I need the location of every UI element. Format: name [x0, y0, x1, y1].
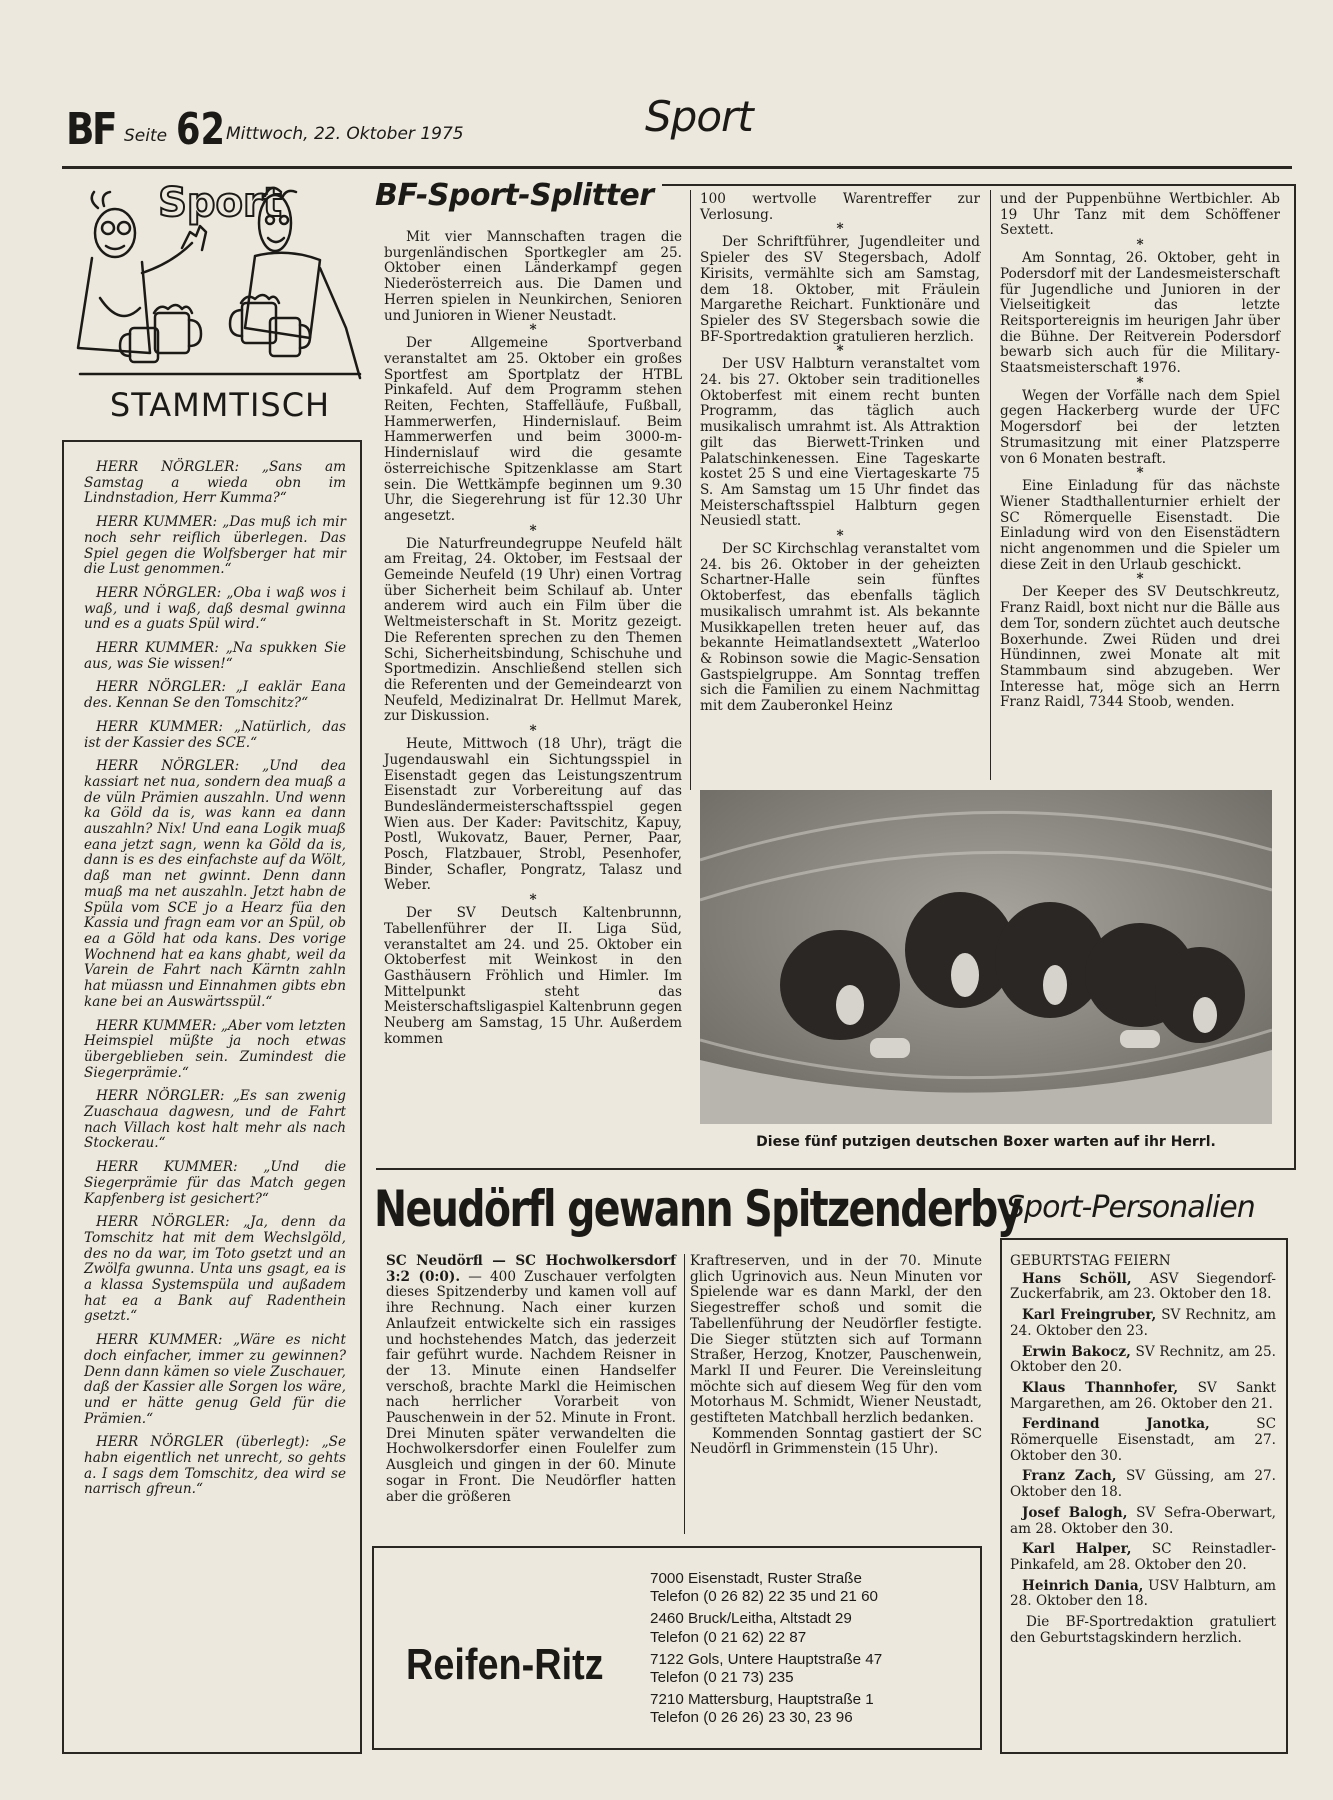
birthday-entry	[1010, 1345, 1276, 1376]
column-rule	[990, 190, 991, 780]
branch-phone: Telefon (0 21 62) 22 87	[650, 1628, 807, 1646]
branch-address: 7210 Mattersburg, Hauptstraße 1	[650, 1691, 874, 1709]
news-item: Am Sonntag, 26. Oktober, geht in Podersdorf mit der Landesmeisterschaft für Jugendliche und Junioren in der Vielseitigkeit das letzte Reitsportereignis im heurigen Jahr über die Bühne. Der Reitverein Podersdorf bewarb sich auch für die Military-Staatsmeisterschaft 1976.	[1000, 250, 1280, 377]
stammtisch-dialog	[84, 460, 346, 1506]
birthday-entry	[1010, 1272, 1276, 1303]
stammtisch-cartoon	[70, 178, 370, 428]
ad-branch	[650, 1570, 968, 1606]
birthday-detail: SC Römerquelle Eisenstadt, am 27. Oktober den 30.	[1010, 1416, 1276, 1464]
person-name: Heinrich Dania,	[1022, 1577, 1144, 1594]
birthday-entry	[1010, 1308, 1276, 1339]
dialog-line: HERR NÖRGLER: „Es san zwenig Zuaschaua dagwesn, und de Fahrt nach Villach kost halt mehr als nach Stockerau.“	[84, 1088, 346, 1152]
dialog-line: HERR KUMMER: „Und die Siegerprämie für das Match gegen Kapfenberg ist gesichert?“	[84, 1159, 346, 1207]
dialog-line: HERR NÖRGLER: „I eaklär Eana des. Kennan Se den Tomschitz?“	[84, 679, 346, 712]
news-item: 100 wertvolle Warentreffer zur Verlosung.	[700, 191, 980, 223]
stammtisch-logo-top: Sport	[158, 180, 282, 226]
person-name: Hans Schöll,	[1022, 1270, 1132, 1287]
advertiser-addresses	[650, 1570, 968, 1732]
news-item: Der SV Deutsch Kaltenbrunnn, Tabellenführer der II. Liga Süd, veranstaltet am 24. und 25. Oktober ein Oktoberfest mit Weinkost in den Gasthäusern Fröhlich und Himler. Im Mittelpunkt steht das Meisterschaftsligaspiel Kaltenbrunn gegen Neuberg am Samstag, 15 Uhr. Außerdem kommen	[384, 905, 682, 1047]
newspaper-logo: BF	[66, 104, 115, 155]
splitter-column-1	[384, 230, 682, 1047]
birthday-entry	[1010, 1417, 1276, 1464]
birthday-detail: SV Rechnitz, am 24. Oktober den 23.	[1010, 1307, 1277, 1339]
ad-branch	[650, 1691, 968, 1727]
article-body: — 400 Zuschauer verfolgten dieses Spitzenderby und kamen voll auf ihre Rechnung. Nach einer kurzen Anlaufzeit entwickelte sich ein rassiges und hochstehendes Match, das jederzeit fair geführt wurde. Nachdem Reisner in der 13. Minute einen Handselfer verschoß, brachte Markl die Heimischen nach herrlicher Vorarbeit von Pauschenwein in der 52. Minute in Front. Drei Minuten später verwandelten die Hochwolkersdorfer einen Foulelfer zum Ausgleich und gingen in der 60. Minute sogar in Front. Die Neudörfler hatten aber die größeren	[386, 1268, 677, 1505]
person-name: Josef Balogh,	[1022, 1504, 1128, 1521]
photo-caption: Diese fünf putzigen deutschen Boxer warten auf ihr Herrl.	[756, 1134, 1216, 1150]
separator-star: *	[529, 892, 537, 909]
ad-branch	[650, 1651, 968, 1687]
person-name: Karl Halper,	[1022, 1541, 1132, 1558]
branch-address: 7000 Eisenstadt, Ruster Straße	[650, 1570, 862, 1587]
person-name: Erwin Bakocz,	[1022, 1343, 1131, 1360]
separator-star: *	[529, 723, 537, 740]
separator-star: *	[1136, 237, 1144, 254]
stammtisch-logo-bottom: STAMMTISCH	[109, 386, 331, 424]
branch-phone: Telefon (0 26 82) 22 35 und 21 60	[650, 1588, 878, 1606]
separator-star: *	[529, 522, 537, 539]
separator-star: *	[529, 322, 537, 339]
personalien-closing: Die BF-Sportredaktion gratuliert den Geburtstagskindern herzlich.	[1010, 1614, 1276, 1646]
article-headline: Neudörfl gewann Spitzenderby	[374, 1180, 1021, 1238]
birthday-detail: SC Reinstadler-Pinkafeld, am 28. Oktober den 20.	[1010, 1541, 1276, 1573]
birthday-detail: SV Sankt Margarethen, am 26. Oktober den 21.	[1010, 1379, 1277, 1412]
birthday-entry	[1010, 1469, 1276, 1500]
birthday-entry	[1010, 1381, 1276, 1412]
birthday-entry	[1010, 1506, 1276, 1537]
ad-branch	[650, 1610, 968, 1646]
personalien-heading: GEBURTSTAG FEIERN	[1010, 1253, 1171, 1269]
birthday-detail: SV Sefra-Oberwart, am 28. Oktober den 30.	[1010, 1504, 1276, 1537]
news-item: Wegen der Vorfälle nach dem Spiel gegen Hackerberg wurde der UFC Mogersdorf bei der letzten Strumasitzung mit einer Platzsperre von 6 Monaten bestraft.	[1000, 387, 1280, 467]
article-body: Kommenden Sonntag gastiert der SC Neudörfl in Grimmenstein (15 Uhr).	[690, 1425, 982, 1458]
person-name: Ferdinand Janotka,	[1022, 1416, 1210, 1433]
person-name: Karl Freingruber,	[1022, 1307, 1157, 1324]
news-item: Heute, Mittwoch (18 Uhr), trägt die Jugendauswahl ein Sichtungsspiel in Eisenstadt gegen das Leistungszentrum Eisenstadt zur Vorbereitung auf das Bundesländermeisterschaftsspiel gegen Wien aus. Der Kader: Pavitschitz, Kapuy, Postl, Wukovatz, Bauer, Perner, Paar, Posch, Flatzbauer, Strobl, Pesenhofer, Binder, Schafler, Pongratz, Talasz und Weber.	[384, 736, 682, 894]
splitter-column-2	[700, 192, 980, 715]
dialog-line: HERR KUMMER: „Natürlich, das ist der Kassier des SCE.“	[84, 718, 346, 751]
separator-star: *	[1136, 374, 1144, 391]
birthday-entry	[1010, 1579, 1276, 1610]
page-label: Seite	[124, 126, 168, 146]
branch-address: 2460 Bruck/Leitha, Altstadt 29	[650, 1610, 852, 1628]
article-column-1	[386, 1254, 676, 1505]
separator-star: *	[1136, 571, 1144, 588]
separator-star: *	[836, 343, 844, 360]
news-item: Der Schriftführer, Jugendleiter und Spieler des SV Stegersbach, Adolf Kirisits, vermählte sich am Samstag, dem 18. Oktober, mit Fräulein Margarethe Reichart. Funktionäre und Spieler des SV Stegersbach sowie die BF-Sportredaktion gratulieren herzlich.	[700, 234, 980, 345]
dialog-line: HERR KUMMER: „Wäre es nicht doch einfacher, immer zu gewinnen? Denn dann kämen so viele Zuschauer, daß der Kassier alle Sorgen los wäre, und er hätte genug Geld für die Prämien.“	[84, 1332, 346, 1427]
personalien-title: Sport-Personalien	[1006, 1190, 1255, 1225]
dialog-line: HERR KUMMER: „Das muß ich mir noch sehr reiflich überlegen. Das Spiel gegen die Wolfsberger hat mir die Lust genommen.“	[84, 514, 346, 578]
column-rule	[690, 190, 691, 790]
boxer-puppies-photo	[700, 790, 1272, 1124]
separator-star: *	[836, 528, 844, 545]
personalien-list	[1010, 1254, 1276, 1651]
branch-phone: Telefon (0 26 26) 23 30, 23 96	[650, 1709, 853, 1727]
birthday-detail: SV Rechnitz, am 25. Oktober den 20.	[1010, 1343, 1276, 1376]
news-item: Eine Einladung für das nächste Wiener Stadthallenturnier erhielt der SC Römerquelle Eisenstadt. Die Einladung wird von den Eisenstädtern nicht angenommen und die Spieler um diese Zeit in den Urlaub geschickt.	[1000, 478, 1280, 573]
news-item: Der SC Kirchschlag veranstaltet vom 24. bis 26. Oktober in der geheizten Schartner-Halle sein fünftes Oktoberfest, das ebenfalls täglich musikalisch umrahmt ist. Als bekannte Musikkapellen treten heuer auf, das bekannte Heimatlandsextett „Waterloo & Robinson sowie die Magic-Sensation Gastspielgruppe. Am Sonntag treffen sich die Familien zu einem Nachmittag mit dem Zauberonkel Heinz	[700, 541, 980, 715]
splitter-column-3	[1000, 192, 1280, 711]
birthday-detail: ASV Siegendorf-Zuckerfabrik, am 23. Oktober den 18.	[1010, 1270, 1276, 1303]
advertiser-name: Reifen-Ritz	[406, 1640, 604, 1689]
birthday-detail: USV Halbturn, am 28. Oktober den 18.	[1010, 1577, 1276, 1610]
news-item: Die Naturfreundegruppe Neufeld hält am Freitag, 24. Oktober, im Festsaal der Gemeinde Neufeld (19 Uhr) einen Vortrag über Sicherheit beim Schilauf ab. Unter anderem wird auch ein Film über die Weltmeisterschaft in St. Moritz gezeigt. Die Referenten sprechen zu den Themen Schi, Sicherheitsbindung, Schischuhe und Sportmedizin. Anschließend stellen sich die Referenten und der Gemeindearzt von Neufeld, Medizinalrat Dr. Hellmut Marek, zur Diskussion.	[384, 535, 682, 725]
news-item: Der USV Halbturn veranstaltet vom 24. bis 27. Oktober sein traditionelles Oktoberfest mit einem recht bunten Programm, das täglich auch musikalisch umrahmt ist. Als Attraktion gilt das Bierwett-Trinken und Palatschinkenessen. Eine Tageskarte kostet 25 S und eine Viertageskarte 75 S. Am Samstag um 15 Uhr findet das Meisterschaftsspiel Halbturn gegen Neusiedl statt.	[700, 356, 980, 530]
separator-star: *	[1136, 465, 1144, 482]
news-item: Mit vier Mannschaften tragen die burgenländischen Sportkegler am 25. Oktober einen Länderkampf gegen Niederösterreich aus. Die Damen und Herren spielen in Neunkirchen, Senioren und Junioren in Wiener Neustadt.	[384, 229, 682, 324]
news-item: Der Keeper des SV Deutschkreutz, Franz Raidl, boxt nicht nur die Bälle aus dem Tor, sondern züchtet auch deutsche Boxerhunde. Zwei Rüden und drei Hündinnen, zwei Monate alt mit Stammbaum sind abzugeben. Wer Interesse hat, möge sich an Herrn Franz Raidl, 7344 Stoob, wenden.	[1000, 584, 1280, 711]
news-item: Der Allgemeine Sportverband veranstaltet am 25. Oktober ein großes Sportfest am Sportplatz der HTBL Pinkafeld. Auf dem Programm stehen Reiten, Fechten, Staffelläufe, Fußball, Hammerwerfen, Hindernislauf. Beim Hammerwerfen und beim 3000-m-Hindernislauf wird die gesamte österreichische Spitzenklasse am Start sein. Die Wettkämpfe beginnen um 9.30 Uhr, die Siegerehrung ist für 12.30 Uhr angesetzt.	[384, 335, 682, 524]
dialog-line: HERR KUMMER: „Na spukken Sie aus, was Sie wissen!“	[84, 640, 346, 672]
page-number: 62	[176, 104, 225, 155]
person-name: Franz Zach,	[1022, 1468, 1117, 1485]
separator-star: *	[836, 221, 844, 238]
branch-phone: Telefon (0 21 73) 235	[650, 1669, 794, 1687]
article-body: Kraftreserven, und in der 70. Minute glich Ugrinovich aus. Neun Minuten vor Spielende war es dann Markl, der den Siegestreffer schoß und somit die Tabellenführung der Neudörfler festigte. Die Sieger stützten sich auf Tormann Straßer, Herzog, Knotzer, Pauschenwein, Markl II und Feurer. Die Vereinsleitung möchte sich auf diesem Weg für den vom Motorhaus M. Schmidt, Wiener Neustadt, gestifteten Matchball herzlich bedanken.	[690, 1253, 982, 1427]
article-lead: SC Neudörfl — SC Hochwolkersdorf 3:2 (0:0).	[386, 1253, 676, 1285]
section-title: Sport	[645, 92, 753, 141]
column-rule	[684, 1254, 685, 1534]
dialog-line: HERR NÖRGLER: „Ja, denn da Tomschitz hat mit dem Wechslgöld, des no da war, im Toto gsetzt und an Zwölfa gwunna. Unta uns gsagt, ea is a klassa Systemspüla und außadem hat ea a Bank auf Radenthein gsetzt.“	[84, 1214, 346, 1325]
dialog-line: HERR NÖRGLER (überlegt): „Se habn eigentlich net unrecht, so gehts a. I sags dem Tomschitz, dea wird se narrisch gfreun.“	[84, 1434, 346, 1498]
news-item: und der Puppenbühne Wertbichler. Ab 19 Uhr Tanz mit dem Schöffener Sextett.	[1000, 191, 1280, 239]
dialog-line: HERR NÖRGLER: „Oba i waß wos i waß, und i waß, daß desmal gwinna und es a guats Spül wird.“	[84, 584, 346, 633]
birthday-entry	[1010, 1542, 1276, 1573]
dialog-line: HERR NÖRGLER: „Sans am Samstag a wieda obn im Lindnstadion, Herr Kumma?“	[84, 459, 346, 507]
person-name: Klaus Thannhofer,	[1022, 1379, 1179, 1396]
branch-address: 7122 Gols, Untere Hauptstraße 47	[650, 1650, 883, 1668]
splitter-title: BF-Sport-Splitter	[375, 178, 662, 213]
dialog-line: HERR NÖRGLER: „Und dea kassiart net nua, sondern dea muaß a de vüln Prämien auszahln. Und wenn ka Göld da is, was kann ea dann auszahln? Nix! Und eana Logik muaß eana jetzt sagn, wenn ka Göld da is, dann is es des einfachste auf da Wölt, daß man net gwinnt. Denn dann muaß ma net auszahln. Jetzt habn de Spüla vom SCE jo a Hearz füa den Kassia und fragn eam vor an Spül, ob ea a Göld hat oda kans. Des vorige Wochnend hat ea kans ghabt, weil da Varein de Fahrt nach Kärntn zahln hat müassn und Einnahmen gibts ebn kane bei an Auswärtsspül.“	[84, 758, 346, 1010]
article-column-2	[690, 1254, 982, 1458]
header-rule	[62, 166, 1292, 169]
birthday-detail: SV Güssing, am 27. Oktober den 18.	[1010, 1468, 1276, 1501]
dialog-line: HERR KUMMER: „Aber vom letzten Heimspiel müßte ja noch etwas übergeblieben sein. Zumindest die Siegerprämie.“	[84, 1017, 346, 1081]
issue-date: Mittwoch, 22. Oktober 1975	[226, 124, 464, 144]
